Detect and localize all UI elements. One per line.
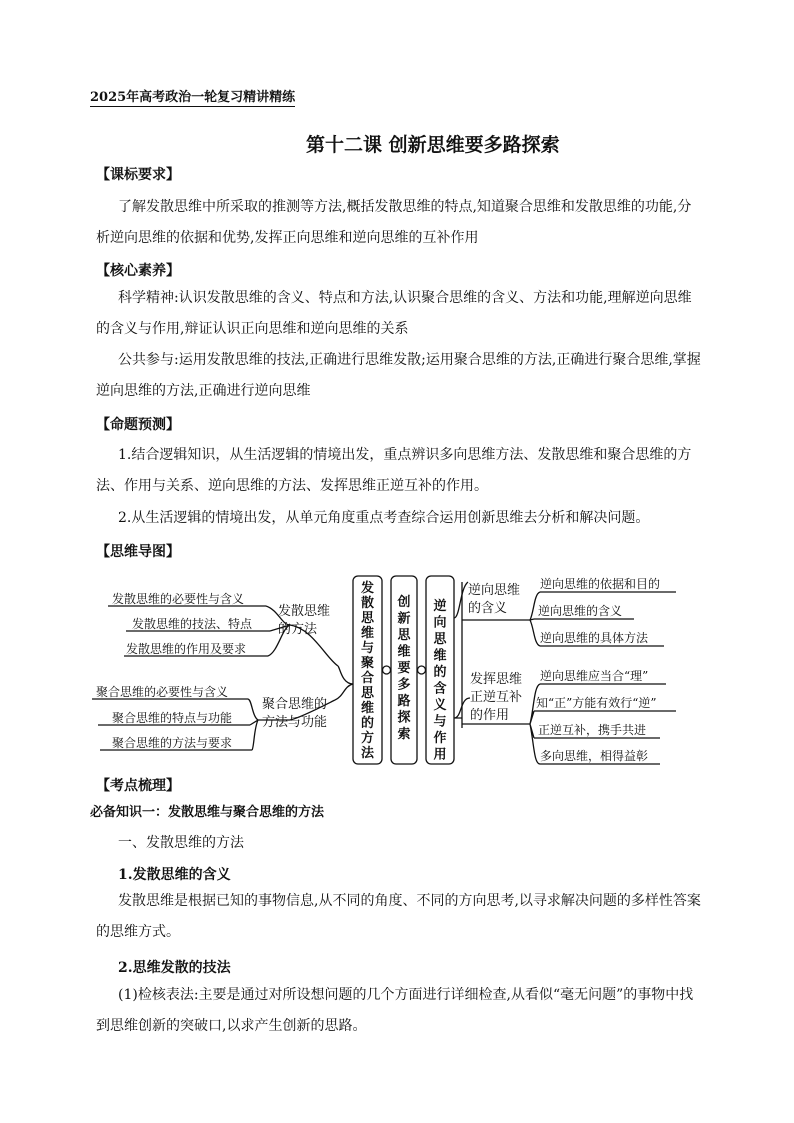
center-box-char: 多 xyxy=(397,677,411,693)
left-group-2-label-line2: 方法与功能 xyxy=(262,715,328,730)
center-box-char: 维 xyxy=(397,644,411,660)
center-box-char: 的 xyxy=(433,665,447,680)
center-box-char: 的 xyxy=(360,716,375,731)
right-item: 逆向思维的含义 xyxy=(538,604,623,618)
center-box-char: 含 xyxy=(433,681,447,697)
center-box-char: 方 xyxy=(360,731,375,746)
svg-text:创新思维要多路探索 xyxy=(396,594,411,742)
kaodian-paragraph-1: 发散思维是根据已知的事物信息,从不同的角度、不同的方向思考,以寻求解决问题的多样性答案的思维方式。 xyxy=(96,893,701,940)
left-item: 发散思维的技法、特点 xyxy=(132,617,253,631)
right-item: 多向思维，相得益彰 xyxy=(540,749,649,763)
center-box-char: 新 xyxy=(397,611,411,627)
right-group-2-label-line3: 的作用 xyxy=(470,708,510,723)
left-item: 聚合思维的必要性与含义 xyxy=(96,685,229,699)
center-box-char: 维 xyxy=(360,701,375,716)
center-box-char: 探 xyxy=(397,710,411,726)
must-know-heading: 必备知识一：发散思维与聚合思维的方法 xyxy=(90,805,325,820)
section-heading-hexin: 【核心素养】 xyxy=(96,263,180,279)
subheading-2: 1.发散思维的含义 xyxy=(118,867,231,883)
center-box-char: 思 xyxy=(360,686,375,701)
center-box-char: 与 xyxy=(360,641,375,656)
right-group-2-label-line2: 正逆互补 xyxy=(470,690,523,705)
center-box-char: 逆 xyxy=(433,599,447,614)
center-box-char: 思 xyxy=(397,628,411,643)
center-box-char: 义 xyxy=(433,698,447,713)
left-item: 聚合思维的特点与功能 xyxy=(112,711,233,725)
section-heading-kaodian: 【考点梳理】 xyxy=(96,778,180,794)
center-box-char: 路 xyxy=(397,694,411,709)
hexin-paragraph-2: 公共参与:运用发散思维的技法,正确进行思维发散;运用聚合思维的方法,正确进行聚合思维,掌握逆向思维的方法,正确进行逆向思维 xyxy=(96,352,701,399)
center-box-char: 创 xyxy=(397,595,411,610)
lesson-title: 第十二课 创新思维要多路探索 xyxy=(306,134,560,156)
left-item: 聚合思维的方法与要求 xyxy=(112,736,233,750)
hexin-paragraph-1: 科学精神:认识发散思维的含义、特点和方法,认识聚合思维的含义、方法和功能,理解逆向思维的含义与作用,辩证认识正向思维和逆向思维的关系 xyxy=(96,290,692,337)
center-box-char: 法 xyxy=(360,746,375,761)
mingti-paragraph-2: 2.从生活逻辑的情境出发，从单元角度重点考查综合运用创新思维去分析和解决问题。 xyxy=(118,510,650,526)
center-box-text-2 xyxy=(396,594,411,742)
center-box-char: 索 xyxy=(397,727,411,742)
right-item: 逆向思维的具体方法 xyxy=(540,631,649,645)
center-box-char: 发 xyxy=(360,581,375,596)
right-item: 正逆互补，携手共进 xyxy=(538,723,647,737)
center-box-text-1 xyxy=(360,580,375,761)
right-group-2-label-line1: 发挥思维 xyxy=(470,672,523,687)
left-group-2-label-line1: 聚合思维的 xyxy=(262,697,328,712)
kaodian-paragraph-2: (1)检核表法:主要是通过对所设想问题的几个方面进行详细检查,从看似“毫无问题”的事物中找到思维创新的突破口,以求产生创新的思路。 xyxy=(96,987,694,1034)
center-box-char: 向 xyxy=(433,615,447,631)
subheading-1: 一、发散思维的方法 xyxy=(118,835,244,851)
center-box-char: 用 xyxy=(433,747,447,763)
svg-text:逆向思维的含义与作用 xyxy=(433,598,447,763)
center-box-char: 要 xyxy=(397,661,411,676)
center-box-char: 合 xyxy=(360,671,375,686)
doc-header: 2025年高考政治一轮复习精讲精练 xyxy=(90,90,296,105)
kebiao-text: 了解发散思维中所采取的推测等方法,概括发散思维的特点,知道聚合思维和发散思维的功能,分析逆向思维的依据和优势,发挥正向思维和逆向思维的互补作用 xyxy=(96,199,692,246)
right-group-1-label-line1: 逆向思维 xyxy=(468,583,521,598)
right-item: 知“正”方能有效行“逆” xyxy=(536,696,657,710)
right-item: 逆向思维的依据和目的 xyxy=(540,577,661,591)
right-item: 逆向思维应当合“理” xyxy=(540,669,649,683)
center-box-char: 散 xyxy=(360,596,375,611)
section-heading-kebiao: 【课标要求】 xyxy=(96,167,180,183)
center-box-text-3 xyxy=(433,598,447,763)
left-group-1-label-line2: 的方法 xyxy=(278,622,318,637)
center-box-char: 思 xyxy=(360,611,375,626)
section-heading-mindmap: 【思维导图】 xyxy=(96,544,180,560)
subheading-3: 2.思维发散的技法 xyxy=(118,960,231,976)
center-box-char: 聚 xyxy=(360,656,375,671)
center-box-char: 作 xyxy=(433,731,447,746)
mind-map xyxy=(0,568,794,778)
center-box-char: 思 xyxy=(433,632,447,647)
center-box-char: 维 xyxy=(360,626,375,641)
section-heading-mingti: 【命题预测】 xyxy=(96,417,180,433)
right-group-1-label-line2: 的含义 xyxy=(468,601,508,616)
center-box-char: 维 xyxy=(433,648,447,664)
left-group-1-label-line1: 发散思维 xyxy=(278,604,331,619)
left-item: 发散思维的必要性与含义 xyxy=(112,592,245,606)
left-item: 发散思维的作用及要求 xyxy=(126,642,247,656)
svg-text:发散思维与聚合思维的方法 xyxy=(360,580,375,761)
mingti-paragraph-1: 1.结合逻辑知识，从生活逻辑的情境出发，重点辨识多向思维方法、发散思维和聚合思维的方法、作用与关系、逆向思维的方法、发挥思维正逆互补的作用。 xyxy=(96,447,692,494)
center-box-char: 与 xyxy=(433,714,447,730)
